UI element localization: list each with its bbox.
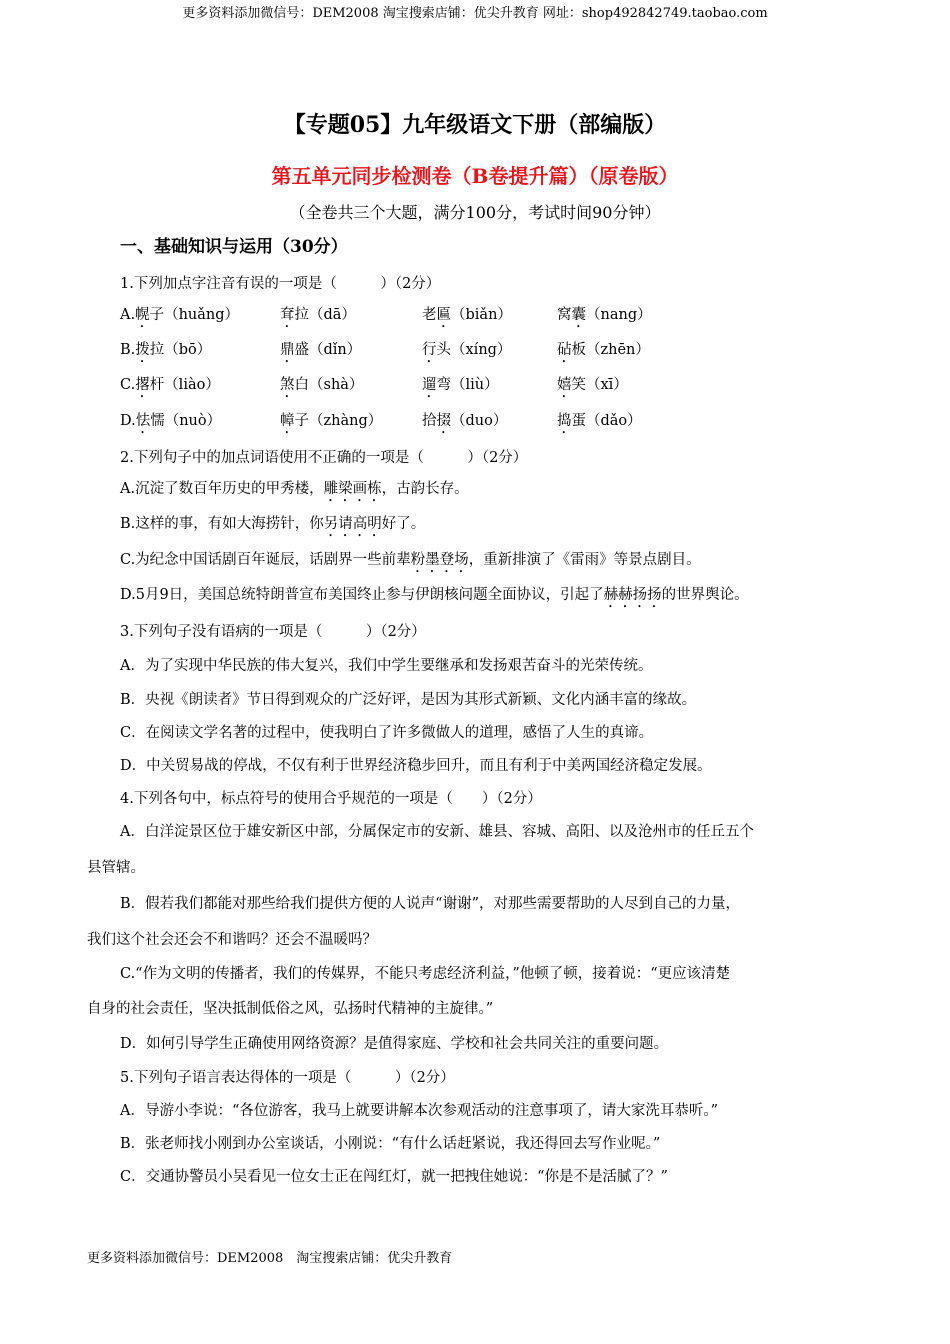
q1-option-d-3: 拾掇（duo） (422, 413, 508, 429)
q1-option-b-3: 行头（xíng） (422, 342, 512, 358)
question-5-stem: 5.下列句子语言表达得体的一项是（ ）（2分） (120, 1070, 455, 1086)
q1-option-d-4: 捣蛋（dǎo） (557, 413, 642, 429)
q2-option-d: D.5月9日，美国总统特朗普宣布美国终止参与伊朗核问题全面协议，引起了赫赫扬扬的世界舆论。 (120, 587, 749, 603)
q1-option-a-1: A.幌子（huǎng） (120, 307, 240, 323)
question-1-stem: 1.下列加点字注音有误的一项是（ ）（2分） (120, 276, 441, 292)
q2-option-c: C.为纪念中国话剧百年诞辰，话剧界一些前辈粉墨登场，重新排演了《雷雨》等景点剧目。 (120, 552, 701, 568)
q3-option-b: B．央视《朗读者》节日得到观众的广泛好评，是因为其形式新颖、文化内涵丰富的缘故。 (120, 692, 697, 708)
q1-option-c-1: C.撂杆（liào） (120, 377, 220, 393)
section-heading: 一、基础知识与运用（30分） (120, 237, 348, 257)
q3-option-a: A．为了实现中华民族的伟大复兴，我们中学生要继承和发扬艰苦奋斗的光荣传统。 (120, 658, 653, 674)
q1-option-d-2: 幛子（zhàng） (280, 413, 383, 429)
question-2-stem: 2.下列句子中的加点词语使用不正确的一项是（ ）（2分） (120, 450, 528, 466)
q1-option-b-1: B.拨拉（bō） (120, 342, 212, 358)
q1-option-b-2: 鼎盛（dǐn） (280, 342, 362, 358)
document-subtitle: 第五单元同步检测卷（B卷提升篇）（原卷版） (271, 164, 679, 188)
q3-option-c: C．在阅读文学名著的过程中，使我明白了许多微做人的道理，感悟了人生的真谛。 (120, 725, 654, 741)
q1-option-c-4: 嬉笑（xī） (557, 377, 628, 393)
q4-option-d: D．如何引导学生正确使用网络资源？是值得家庭、学校和社会共同关注的重要问题。 (120, 1036, 669, 1052)
q4-option-c-line1: C.“作为文明的传播者，我们的传媒界，不能只考虑经济利益，”他顿了顿，接着说：“更应该清楚 (120, 966, 731, 982)
exam-info: （全卷共三个大题，满分100分，考试时间90分钟） (289, 203, 661, 222)
q1-option-c-3: 遛弯（liù） (422, 377, 499, 393)
question-3-stem: 3.下列句子没有语病的一项是（ ）（2分） (120, 624, 426, 640)
q3-option-d: D．中关贸易战的停战，不仅有利于世界经济稳步回升，而且有利于中美两国经济稳定发展。 (120, 758, 712, 774)
page-header: 更多资料添加微信号：DEM2008 淘宝搜索店铺：优尖升教育 网址：shop492842749.taobao.com (182, 6, 768, 21)
q5-option-a: A．导游小李说：“各位游客，我马上就要讲解本次参观活动的注意事项了，请大家洗耳恭听。” (120, 1103, 719, 1119)
q4-option-b-line1: B．假若我们都能对那些给我们提供方便的人说声“谢谢”，对那些需要帮助的人尽到自己的力量， (120, 896, 740, 912)
q5-option-c: C．交通协警员小吴看见一位女士正在闯红灯，就一把拽住她说：“你是不是活腻了？” (120, 1169, 668, 1185)
question-4-stem: 4.下列各句中，标点符号的使用合乎规范的一项是（ ）（2分） (120, 791, 542, 807)
q1-option-b-4: 砧板（zhēn） (557, 342, 650, 358)
q4-option-a-line2: 县管辖。 (87, 860, 145, 876)
q4-option-a-line1: A．白洋淀景区位于雄安新区中部，分属保定市的安新、雄县、容城、高阳、以及沧州市的任丘五个 (120, 824, 754, 840)
q4-option-b-line2: 我们这个社会还会不和谐吗？还会不温暖吗？ (87, 932, 377, 948)
page-footer: 更多资料添加微信号：DEM2008 淘宝搜索店铺：优尖升教育 (87, 1251, 453, 1266)
q2-option-a: A.沉淀了数百年历史的甲秀楼，雕梁画栋，古韵长存。 (120, 481, 469, 497)
q4-option-c-line2: 自身的社会责任，坚决抵制低俗之风，弘扬时代精神的主旋律。” (87, 1001, 494, 1017)
q1-option-a-3: 老匾（biǎn） (422, 307, 512, 323)
q2-option-b: B.这样的事，有如大海捞针，你另请高明好了。 (120, 516, 426, 532)
q1-option-a-2: 耷拉（dā） (280, 307, 356, 323)
q1-option-d-1: D.怯懦（nuò） (120, 413, 222, 429)
q5-option-b: B．张老师找小刚到办公室谈话，小刚说：“有什么话赶紧说，我还得回去写作业呢。” (120, 1136, 661, 1152)
q1-option-c-2: 煞白（shà） (280, 377, 364, 393)
q1-option-a-4: 窝囊（nang） (557, 307, 652, 323)
document-title: 【专题05】九年级语文下册（部编版） (283, 112, 667, 138)
